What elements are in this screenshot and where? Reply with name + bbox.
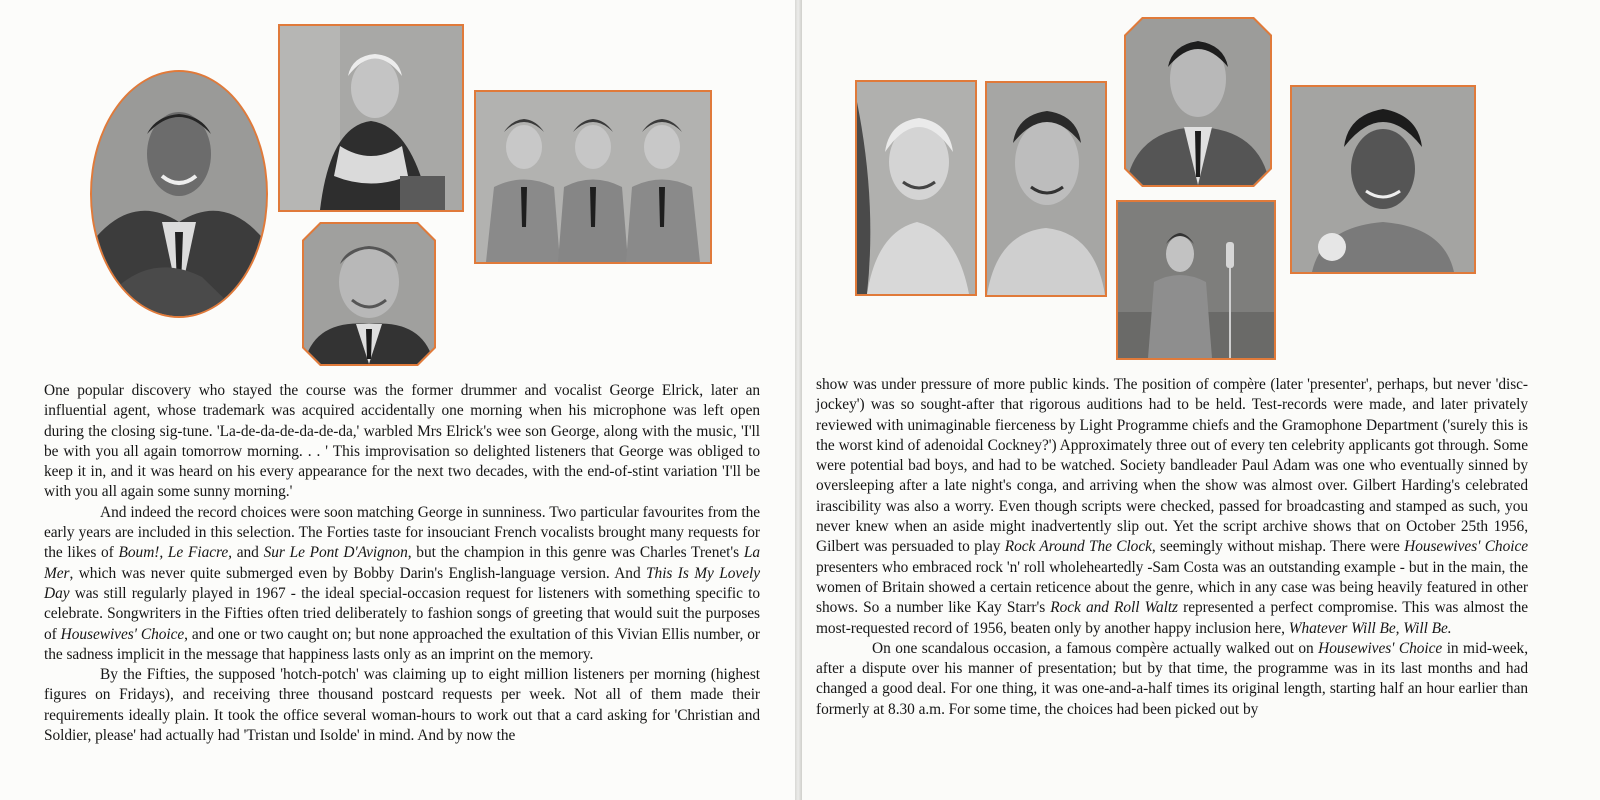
portrait-oval-smiling-man	[90, 70, 268, 318]
paragraph-fifties	[44, 665, 760, 746]
left-page-text	[44, 381, 760, 746]
paragraph-record-choices	[44, 503, 760, 665]
text-run: was still regularly played in 1967 - the ideal special-occasion request for listeners with something specific to celebrate. Songwriters in the Fifties often tried deliberately to fashion songs of greeting that would suit the purposes of	[44, 584, 760, 643]
portrait-man-at-microphone	[1116, 200, 1276, 360]
text-run: , seemingly without mishap. There were	[1151, 538, 1405, 556]
spine-gutter	[795, 0, 802, 800]
text-run: And indeed the record choices were soon matching George in sunniness. Two particular favourites from the early years are included in this selection. The Forties taste for insouciant French vocalists brought many requests for the likes of	[44, 503, 760, 562]
text-run: show was under pressure of more public kinds. The position of compère (later 'presenter', perhaps, but never 'disc-jockey') was so sought-after that rigorous auditions had to be held. Test-records were made, and later privately reviewed with unimaginable fierceness by Light Programme chiefs and the Gramophone Department ('surely this is the worst kind of adenoidal Cockney?') Approximately three out of every ten celebrity applicants got through. Some were potential bad boys, and had to be watched. Society bandleader Paul Adam was one who eventually sinned by oversleeping after a late night's conga, and arriving when the show was almost over. Gilbert Harding's celebrated irascibility was also a worry. Even though scripts were checked, passed for broadcasting and stamped as such, you never knew when an aside might inadvertently slip out. Yet the script archive shows that on October 25th 1956, Gilbert was persuaded to play	[816, 376, 1528, 556]
text-run: By the Fifties, the supposed 'hotch-potch' was claiming up to eight million listeners per morning (highest figures on Fridays), and receiving three thousand postcard requests per week. Not all of them made their requirements ideally plain. It took the office several woman-hours to work out that a card asking for 'Christian and Soldier, please' had actually had 'Tristan und Isolde' in mind. And by now the	[44, 666, 760, 745]
text-run: represented a perfect compromise. This was almost the most-requested record of 1956, beaten only by another happy inclusion here,	[816, 599, 1528, 637]
portrait-smiling-blonde-woman	[855, 80, 977, 296]
text-run: in mid-week, after a dispute over his manner of presentation; but by that time, the programme was in its last months and had changed a good deal. For one thing, it was one-and-a-half times its original length, starting half an hour earlier than formerly at 8.30 a.m. For some time, the choices had been picked out by	[816, 639, 1528, 718]
text-run: , but the champion in this genre was Charles Trenet's	[407, 544, 744, 562]
programme-title: Housewives' Choice	[1318, 639, 1443, 657]
portrait-man-in-suit-and-tie	[1124, 17, 1272, 187]
song-title: This Is My Lovely Day	[44, 564, 760, 602]
paragraph-scandal	[816, 639, 1528, 720]
programme-title: Housewives' Choice	[60, 625, 185, 643]
song-title: Whatever Will Be, Will Be.	[1288, 619, 1452, 637]
text-run: On one scandalous occasion, a famous compère actually walked out on	[872, 639, 1319, 657]
song-title: La Mer	[44, 544, 760, 582]
paragraph-presenters	[816, 375, 1528, 639]
portrait-blonde-woman-seated	[278, 24, 464, 212]
paragraph-elrick	[44, 381, 760, 503]
text-run: , and one or two caught on; but none approached the exultation of this Vivian Ellis number, or the sadness implicit in the message that happiness lasts only as an imprint on the memory.	[44, 625, 760, 663]
right-page-text	[816, 375, 1528, 720]
text-run: presenters who embraced rock 'n' roll wholeheartedly -Sam Costa was an outstanding example - but in the main, the women of Britain showed a certain reticence about the genre, which in any case was being heavily featured in other shows. So a number like Kay Starr's	[816, 558, 1528, 617]
programme-title: Housewives' Choice	[1404, 538, 1529, 556]
portrait-smiling-older-man	[302, 222, 436, 366]
left-page	[0, 0, 795, 800]
text-run: One popular discovery who stayed the course was the former drummer and vocalist George Elrick, later an influential agent, whose trademark was acquired accidentally one morning when his microphone was left open during the closing sig-tune. 'La-de-da-de-da-de-da,' warbled Mrs Elrick's wee son George, along with the music, 'I'll be with you all again tomorrow morning. . . ' This improvisation so delighted listeners that George was obliged to keep it in, and it was heard on his every appearance for the next two decades, with the end-of-stint variation 'I'll be with you all again some sunny morning.'	[44, 382, 760, 501]
song-title: Rock Around The Clock	[1004, 538, 1152, 556]
song-title: Sur Le Pont D'Avignon	[263, 544, 408, 562]
portrait-three-women-in-uniform	[474, 90, 712, 264]
song-title: Rock and Roll Waltz	[1050, 599, 1179, 617]
portrait-woman-with-corsage	[1290, 85, 1476, 274]
portrait-young-man-smiling	[985, 81, 1107, 297]
text-run: , which was never quite submerged even by Bobby Darin's English-language version. And	[69, 564, 647, 582]
right-page	[802, 0, 1600, 800]
text-run: and	[231, 544, 264, 562]
song-title: Boum!, Le Fiacre,	[118, 544, 232, 562]
